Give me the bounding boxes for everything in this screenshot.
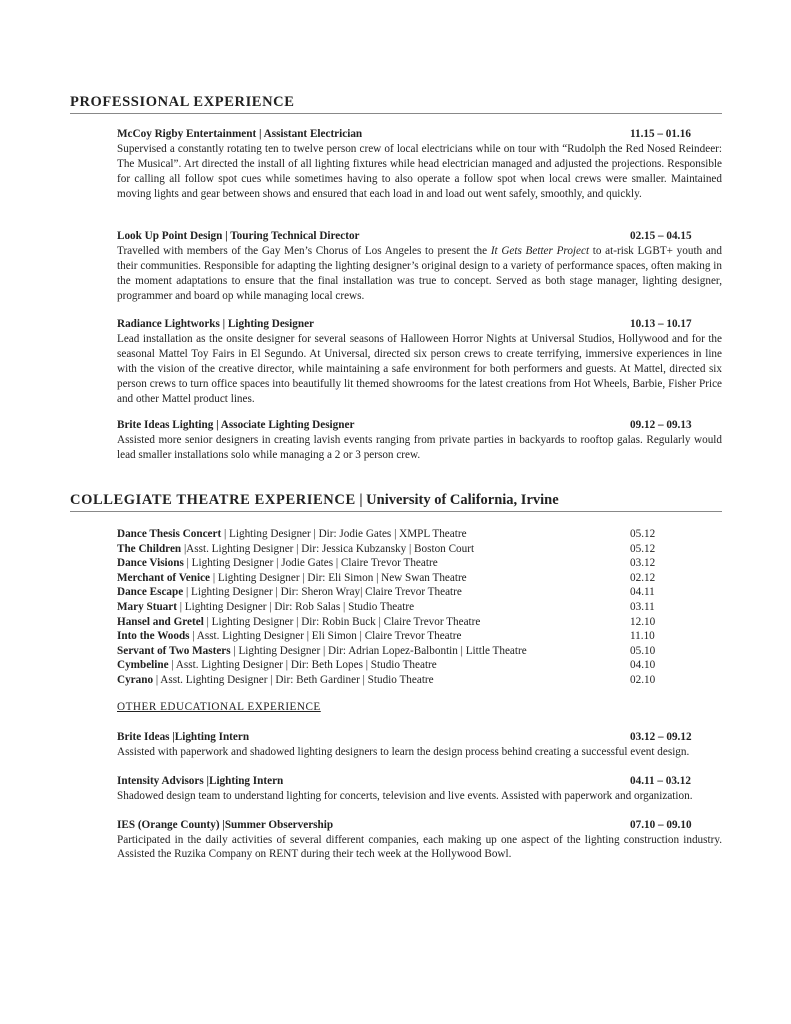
job-entry	[117, 127, 722, 202]
other-experience-heading: OTHER EDUCATIONAL EXPERIENCE	[117, 701, 321, 713]
production-row	[117, 644, 722, 659]
show-details: | Asst. Lighting Designer | Dir: Beth Gardiner | Studio Theatre	[153, 673, 434, 686]
show-date: 05.10	[630, 644, 656, 657]
education-entry	[117, 730, 722, 759]
show-date: 02.12	[630, 571, 656, 584]
show-date: 04.11	[630, 586, 655, 599]
job-dates: 02.15 – 04.15	[630, 230, 692, 242]
entry-title: Intensity Advisors |Lighting Intern	[117, 775, 284, 787]
education-entry	[117, 774, 722, 803]
show-details: | Lighting Designer | Dir: Rob Salas | Studio Theatre	[176, 600, 415, 613]
show-name: Dance Escape	[117, 586, 184, 599]
show-date: 05.12	[630, 528, 656, 540]
production-row	[117, 571, 722, 586]
show-name: Servant of Two Masters	[117, 644, 231, 657]
show-details: |Asst. Lighting Designer | Dir: Jessica Kubzansky | Boston Court	[181, 542, 475, 555]
entry-description: Assisted with paperwork and shadowed lighting designers to learn the design process behind creating a successful event design.	[117, 745, 690, 758]
show-date: 12.10	[630, 615, 656, 628]
desc-text: to at-risk LGBT+ youth and their communities. Responsible for adapting the lighting designer’s original design to a variety of performance spaces, often making in the moment adaptations to ensure that the final installation was true to concept. Served as both stage manager, lighting designer, programmer and board op while managing local crews.	[117, 245, 722, 302]
show-details: | Lighting Designer | Dir: Robin Buck | Claire Trevor Theatre	[203, 615, 481, 628]
section-subtitle: | University of California, Irvine	[355, 492, 559, 508]
show-name: Dance Thesis Concert	[117, 528, 222, 540]
section-title: COLLEGIATE THEATRE EXPERIENCE	[70, 492, 356, 508]
show-name: Dance Visions	[117, 557, 184, 570]
production-row	[117, 600, 722, 615]
show-name: Merchant of Venice	[117, 571, 211, 584]
show-name: Into the Woods	[117, 630, 190, 643]
job-dates: 09.12 – 09.13	[630, 419, 692, 431]
production-row	[117, 556, 722, 571]
entry-dates: 03.12 – 09.12	[630, 731, 692, 743]
desc-text: Travelled with members of the Gay Men’s Chorus of Los Angeles to present the	[117, 245, 491, 257]
job-dates: 10.13 – 10.17	[630, 318, 692, 330]
show-details: | Asst. Lighting Designer | Eli Simon | Claire Trevor Theatre	[189, 630, 462, 643]
job-title: Brite Ideas Lighting | Associate Lighting Designer	[117, 419, 355, 431]
entry-title: IES (Orange County) |Summer Observership	[117, 819, 334, 831]
show-details: | Lighting Designer | Dir: Adrian Lopez-Balbontin | Little Theatre	[230, 644, 527, 657]
show-name: Mary Stuart	[117, 600, 177, 613]
show-name: The Children	[117, 542, 182, 555]
entry-description: Participated in the daily activities of several different companies, each making up one aspect of the lighting construction industry. Assisted the Ruzika Company on RENT during their tech week at the Hollywood Bowl.	[117, 833, 722, 861]
job-entry	[117, 418, 722, 463]
show-name: Cymbeline	[117, 659, 169, 672]
show-details: | Lighting Designer | Dir: Eli Simon | New Swan Theatre	[210, 571, 467, 584]
job-title: Look Up Point Design | Touring Technical Director	[117, 230, 360, 242]
production-row	[117, 673, 722, 688]
job-title: Radiance Lightworks | Lighting Designer	[117, 318, 315, 330]
job-description: Assisted more senior designers in creating lavish events ranging from private parties in backyards to rooftop galas. Regularly would lead smaller installations solo while managing a 2 or 3 person crew.	[117, 434, 722, 461]
show-details: | Lighting Designer | Dir: Jodie Gates | XMPL Theatre	[221, 528, 467, 540]
collegiate-experience-heading	[70, 491, 722, 512]
show-date: 11.10	[630, 630, 655, 643]
show-details: | Lighting Designer | Jodie Gates | Claire Trevor Theatre	[183, 557, 438, 570]
show-name: Hansel and Gretel	[117, 615, 204, 628]
production-row	[117, 527, 722, 542]
show-date: 05.12	[630, 542, 656, 555]
show-date: 03.11	[630, 600, 655, 613]
show-date: 03.12	[630, 557, 656, 570]
production-row	[117, 615, 722, 630]
job-description: Lead installation as the onsite designer for several seasons of Halloween Horror Nights at Universal Studios, Hollywood and for the seasonal Mattel Toy Fairs in El Segundo. At Universal, directed six person crews to create terrifying, immersive experiences in line with the vision of the creative director, while maintaining a safe environment for both performers and guests. At Mattel, directed six person crews to turn office spaces into beautifully lit themed showrooms for the latest creations from Hot Wheels, Barbie, Fisher Price and other Mattel product lines.	[117, 333, 722, 405]
show-date: 02.10	[630, 673, 656, 686]
job-description: Supervised a constantly rotating ten to twelve person crew of local electricians while on tour with “Rudolph the Red Nosed Reindeer: The Musical”. Art directed the install of all lighting fixtures while head electrician managed and adjusted the projections. Responsible for calling all follow spot cues while sometimes having to also operate a follow spot when local crews were smaller. Maintained moving lights and gear between shows and ensured that each load in and load out went safely, smoothly, and quickly.	[117, 143, 722, 200]
entry-title: Brite Ideas |Lighting Intern	[117, 731, 250, 743]
entry-dates: 07.10 – 09.10	[630, 819, 692, 831]
production-list	[117, 527, 722, 688]
job-dates: 11.15 – 01.16	[630, 128, 691, 140]
job-entry	[117, 317, 722, 407]
job-description	[117, 244, 722, 304]
job-entry	[117, 229, 722, 304]
project-name: It Gets Better Project	[490, 245, 590, 257]
show-details: | Lighting Designer | Dir: Sheron Wray| Claire Trevor Theatre	[183, 586, 462, 599]
production-row	[117, 658, 722, 673]
section-title: PROFESSIONAL EXPERIENCE	[70, 94, 295, 110]
show-name: Cyrano	[117, 673, 154, 686]
production-row	[117, 629, 722, 644]
show-date: 04.10	[630, 659, 656, 672]
job-title: McCoy Rigby Entertainment | Assistant Electrician	[117, 128, 363, 140]
entry-description: Shadowed design team to understand lighting for concerts, television and live events. Assisted with paperwork and organization.	[117, 789, 693, 802]
show-details: | Asst. Lighting Designer | Dir: Beth Lopes | Studio Theatre	[168, 659, 437, 672]
entry-dates: 04.11 – 03.12	[630, 775, 691, 787]
production-row	[117, 542, 722, 557]
professional-experience-heading	[70, 93, 722, 114]
production-row	[117, 585, 722, 600]
education-entry	[117, 818, 722, 862]
